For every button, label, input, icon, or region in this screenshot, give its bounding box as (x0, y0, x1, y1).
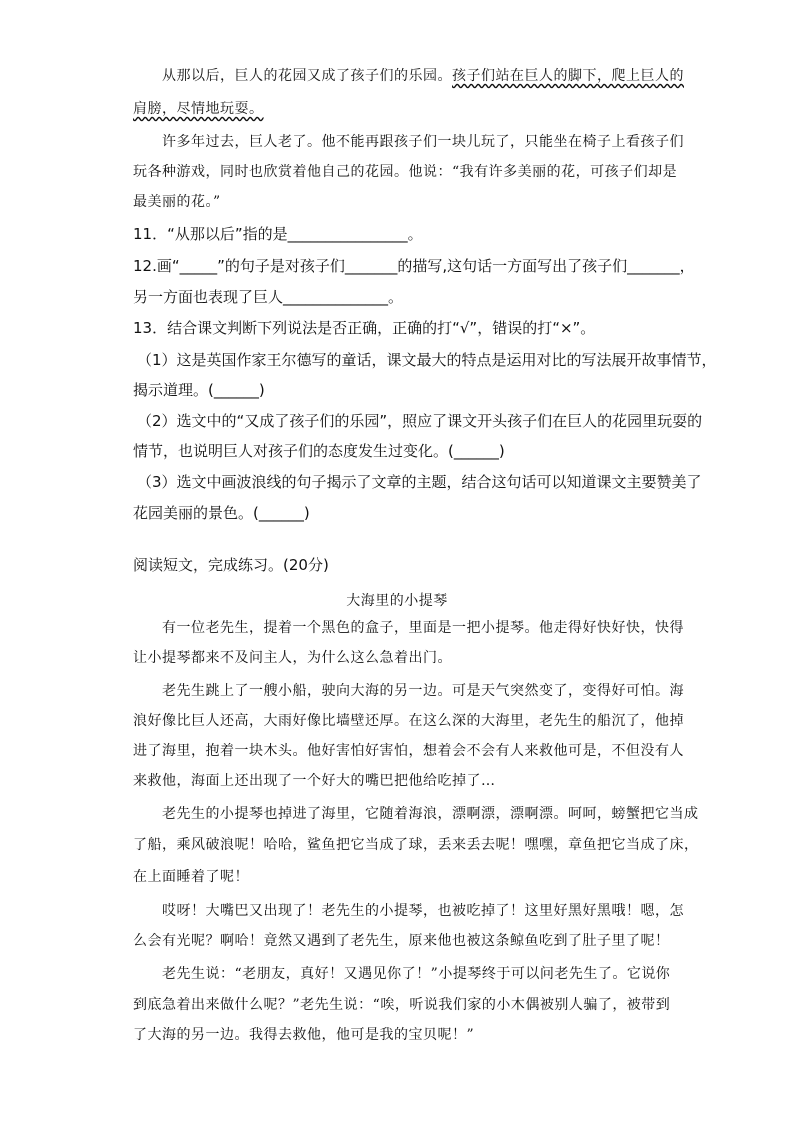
question-12-cont: 另一方面也表现了巨人______________。 (133, 288, 404, 306)
story-line: 浪好像比巨人还高，大雨好像比墙壁还厚。在这么深的大海里，老先生的船沉了，他掉 (133, 713, 684, 729)
story-line: 进了海里，抱着一块木头。他好害怕好害怕，想着会不会有人来救他可是，不但没有人 (133, 743, 684, 759)
question-13-3-cont: 花园美丽的景色。(______) (133, 504, 310, 522)
story-line: 老先生说：“老朋友，真好！又遇见你了！”小提琴终于可以问老先生了。它说你 (162, 966, 671, 982)
passage-line (133, 99, 264, 119)
story-title: 大海里的小提琴 (346, 593, 448, 609)
story-line: 来救他，海面上还出现了一个好大的嘴巴把他给吃掉了… (133, 773, 496, 789)
story-line: 在上面睡着了呢！ (133, 869, 249, 885)
story-line: 了船，乘风破浪呢！哈哈，鲨鱼把它当成了球，丢来丢去呢！嘿嘿，章鱼把它当成了床， (133, 837, 699, 853)
wavy-underlined-sentence: 孩子们站在巨人的脚下，爬上巨人的 (452, 68, 684, 84)
wavy-underlined-sentence: 肩膀，尽情地玩耍。 (133, 101, 264, 117)
story-line: 老先生跳上了一艘小船，驶向大海的另一边。可是天气突然变了，变得好可怕。海 (162, 683, 684, 699)
passage-line: 最美丽的花。” (133, 194, 221, 210)
question-13-2-cont: 情节，也说明巨人对孩子们的态度发生过变化。(______) (133, 442, 505, 460)
story-line: 老先生的小提琴也掉进了海里，它随着海浪，漂啊漂，漂啊漂。呵呵，螃蟹把它当成 (162, 806, 699, 822)
question-13-3: （3）选文中画波浪线的句子揭示了文章的主题，结合这句话可以知道课文主要赞美了 (137, 473, 702, 491)
story-line: 哎呀！大嘴巴又出现了！老先生的小提琴，也被吃掉了！这里好黑好黑哦！嗯，怎 (162, 903, 684, 919)
story-line: 么会有光呢？啊哈！竟然又遇到了老先生，原来他也被这条鲸鱼吃到了肚子里了呢！ (133, 933, 670, 949)
question-13-1: （1）这是英国作家王尔德写的童话，课文最大的特点是运用对比的写法展开故事情节， (137, 351, 717, 369)
passage-line: 许多年过去，巨人老了。他不能再跟孩子们一块儿玩了，只能坐在椅子上看孩子们 (162, 134, 684, 150)
section-instruction: 阅读短文，完成练习。(20分) (133, 556, 329, 574)
passage-line: 玩各种游戏，同时也欣赏着他自己的花园。他说：“我有许多美丽的花，可孩子们却是 (133, 164, 678, 180)
story-line: 到底急着出来做什么呢？”老先生说：“唉，听说我们家的小木偶被别人骗了，被带到 (133, 997, 671, 1013)
question-13: 13．结合课文判断下列说法是否正确，正确的打“√”，错误的打“×”。 (133, 319, 596, 337)
story-line: 有一位老先生，提着一个黑色的盒子，里面是一把小提琴。他走得好快好快，快得 (162, 620, 684, 636)
question-12: 12.画“_____”的句子是对孩子们_______的描写,这句话一方面写出了孩子们_______， (133, 257, 695, 275)
question-13-1-cont: 揭示道理。(______) (133, 381, 265, 399)
story-line: 了大海的另一边。我得去救他，他可是我的宝贝呢！” (133, 1027, 475, 1043)
question-11: 11．“从那以后”指的是________________。 (133, 225, 423, 243)
passage-line (162, 66, 684, 86)
question-13-2: （2）选文中的“又成了孩子们的乐园”，照应了课文开头孩子们在巨人的花园里玩耍的 (137, 412, 703, 430)
story-line: 让小提琴都来不及问主人，为什么这么急着出门。 (133, 650, 452, 666)
passage-text: 从那以后，巨人的花园又成了孩子们的乐园。 (162, 68, 452, 84)
